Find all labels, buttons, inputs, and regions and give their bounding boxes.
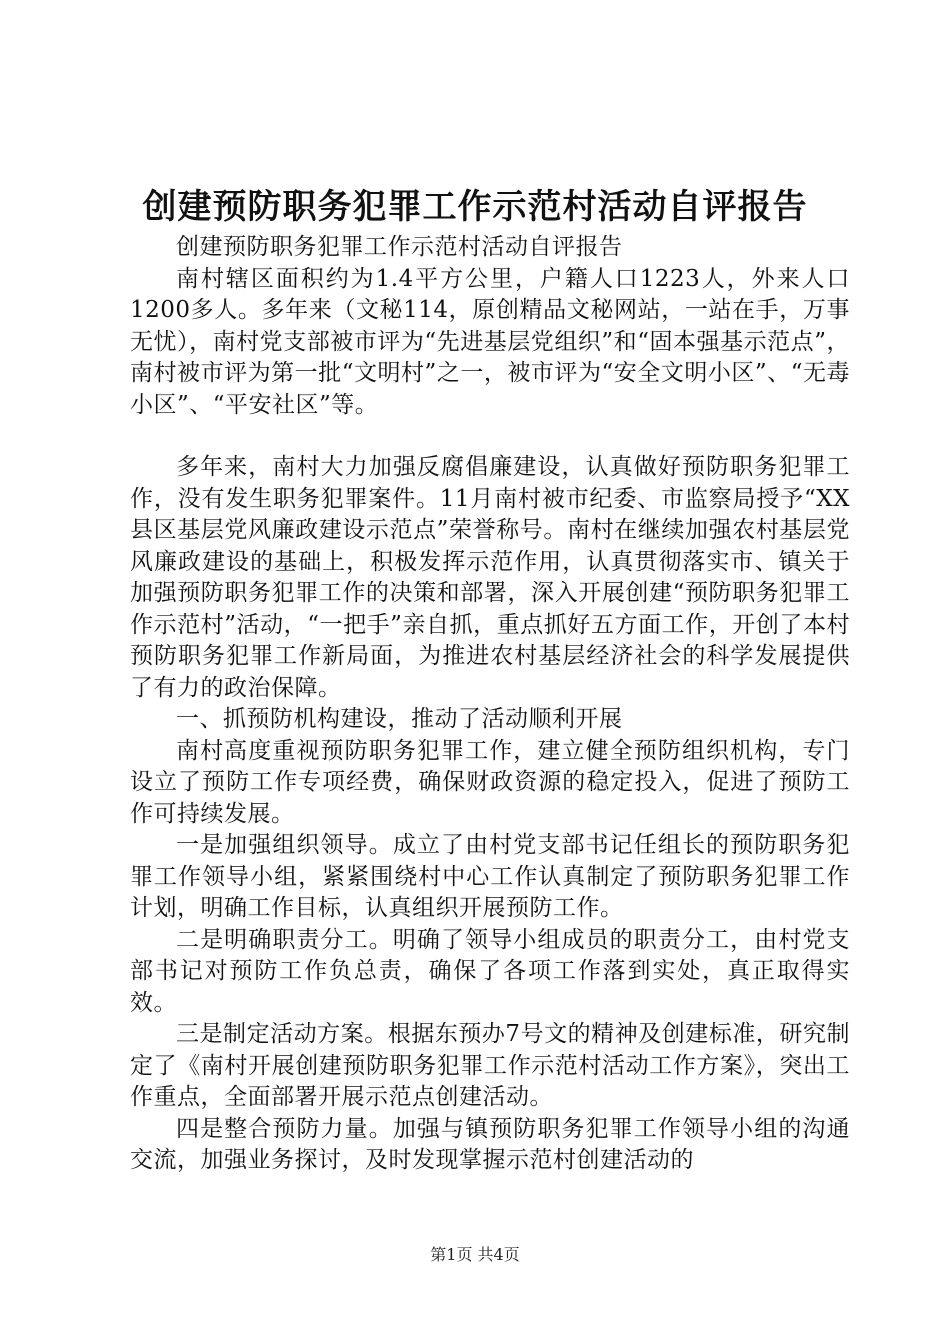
paragraph-point-3: 三是制定活动方案。根据东预办7号文的精神及创建标准，研究制定了《南村开展创建预防职务犯罪工作示范村活动工作方案》，突出工作重点，全面部署开展示范点创建活动。: [130, 1021, 850, 1110]
paragraph-intro: 南村辖区面积约为1.4平方公里，户籍人口1223人，外来人口1200多人。多年来（文秘114，原创精品文秘网站，一站在手，万事无忧），南村党支部被市评为“先进基层党组织”和“固本强基示范点”，南村被市评为第一批“文明村”之一，被市评为“安全文明小区”、“无毒小区”、“平安社区”等。: [130, 265, 850, 418]
page-number-footer: 第1页 共4页: [430, 1245, 520, 1264]
section-heading-1: 一、抓预防机构建设，推动了活动顺利开展: [176, 706, 623, 732]
paragraph-overview: 多年来，南村大力加强反腐倡廉建设，认真做好预防职务犯罪工作，没有发生职务犯罪案件。11月南村被市纪委、市监察局授予“XX县区基层党风廉政建设示范点”荣誉称号。南村在继续加强农村基层党风廉政建设的基础上，积极发挥示范作用，认真贯彻落实市、镇关于加强预防职务犯罪工作的决策和部署，深入开展创建“预防职务犯罪工作示范村”活动，“一把手”亲自抓，重点抓好五方面工作，开创了本村预防职务犯罪工作新局面，为推进农村基层经济社会的科学发展提供了有力的政治保障。: [130, 454, 850, 701]
paragraph-point-2: 二是明确职责分工。明确了领导小组成员的职责分工，由村党支部书记对预防工作负总责，确保了各项工作落到实处，真正取得实效。: [130, 926, 850, 1016]
document-body: [130, 232, 850, 1177]
paragraph-point-4: 四是整合预防力量。加强与镇预防职务犯罪工作领导小组的沟通交流，加强业务探讨，及时发现掌握示范村创建活动的: [130, 1115, 850, 1173]
paragraph-subtitle: 创建预防职务犯罪工作示范村活动自评报告: [176, 234, 623, 260]
paragraph-section-1: 南村高度重视预防职务犯罪工作，建立健全预防组织机构，专门设立了预防工作专项经费，确保财政资源的稳定投入，促进了预防工作可持续发展。: [130, 737, 850, 827]
paragraph-point-1: 一是加强组织领导。成立了由村党支部书记任组长的预防职务犯罪工作领导小组，紧紧围绕村中心工作认真制定了预防职务犯罪工作计划，明确工作目标，认真组织开展预防工作。: [130, 832, 850, 921]
document-title: 创建预防职务犯罪工作示范村活动自评报告: [142, 187, 808, 227]
